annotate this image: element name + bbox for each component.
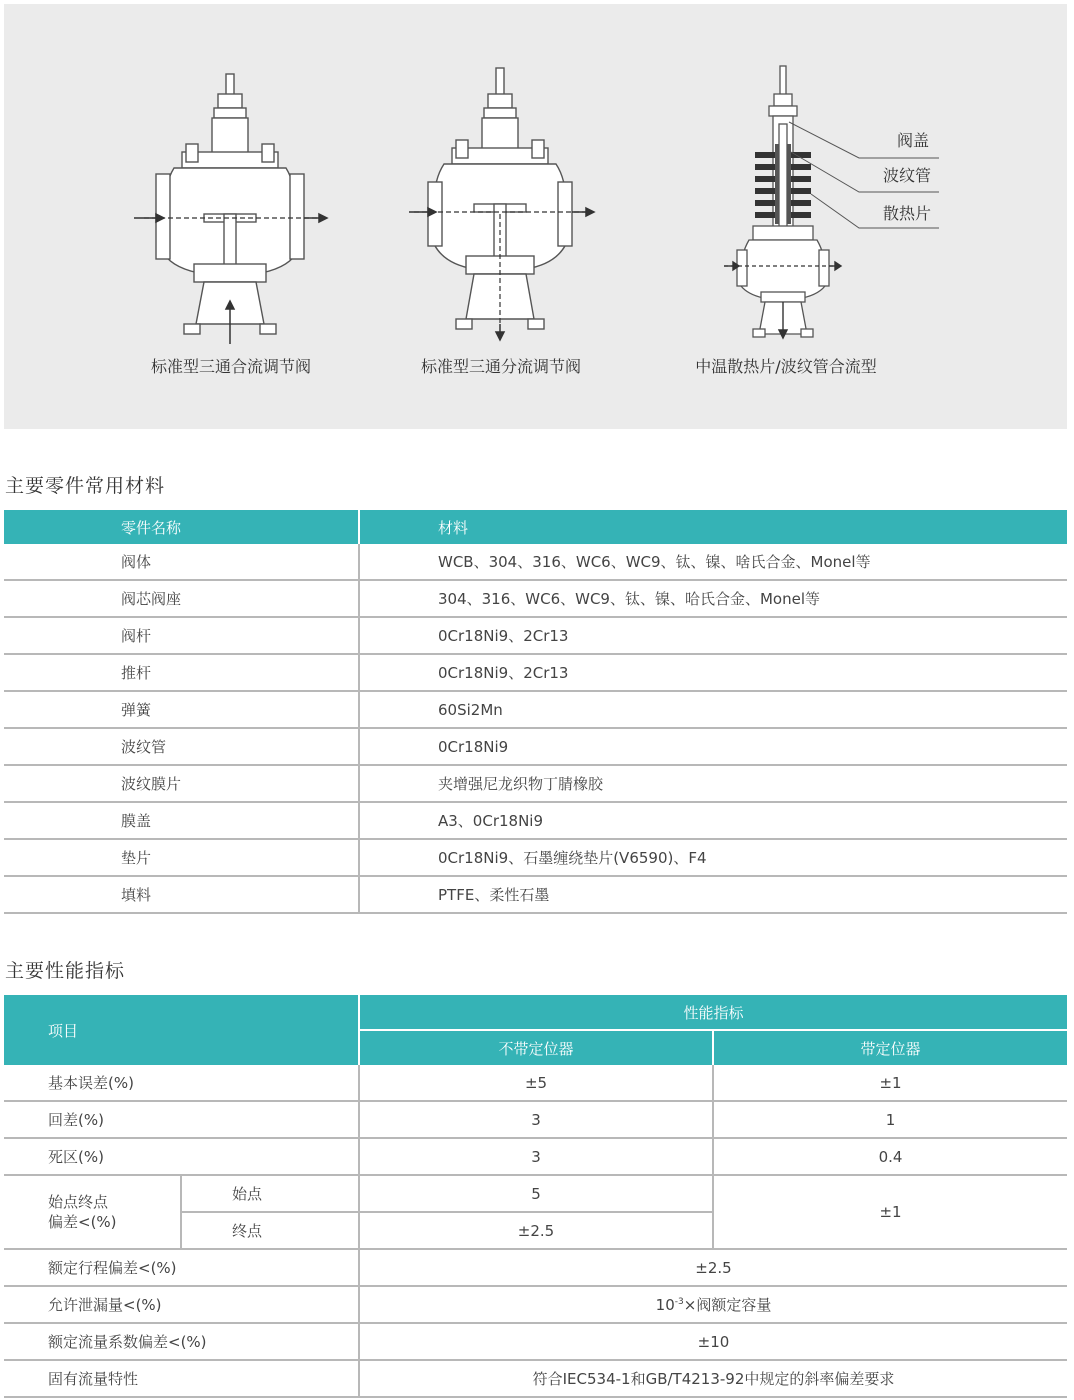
table-row: [4, 1360, 1067, 1397]
caption-merging: 标准型三通合流调节阀: [150, 357, 311, 376]
perf-header-row-1: [4, 995, 1067, 1030]
leakage-rest: ×阀额定容量: [683, 1296, 772, 1314]
row-value: ±2.5: [359, 1249, 1067, 1286]
header-performance: 性能指标: [359, 995, 1067, 1030]
table-row: [4, 1249, 1067, 1286]
table-row: [4, 1101, 1067, 1138]
table-row: [4, 765, 1067, 802]
endpoint-label: [4, 1175, 181, 1249]
callout-fins: 散热片: [883, 204, 932, 223]
table-row: [4, 839, 1067, 876]
endpoint-label-line2: 偏差<(%): [48, 1213, 117, 1231]
leakage-exponent: -3: [674, 1297, 684, 1307]
part-name: 填料: [4, 876, 359, 913]
material: 0Cr18Ni9、石墨缠绕垫片(V6590)、F4: [359, 839, 1067, 876]
table-row: [4, 1323, 1067, 1360]
value-with-positioner: 1: [713, 1101, 1067, 1138]
value-no-positioner: 3: [359, 1101, 713, 1138]
row-label: 回差(%): [4, 1101, 359, 1138]
performance-table: [4, 995, 1067, 1398]
part-name: 波纹管: [4, 728, 359, 765]
material: A3、0Cr18Ni9: [359, 802, 1067, 839]
part-name: 阀体: [4, 544, 359, 580]
header-with-positioner: 带定位器: [713, 1030, 1067, 1065]
table-row: [4, 1065, 1067, 1101]
part-name: 波纹膜片: [4, 765, 359, 802]
row-label: 基本误差(%): [4, 1065, 359, 1101]
caption-diverting: 标准型三通分流调节阀: [420, 357, 581, 376]
table-row: [4, 876, 1067, 913]
value-with-positioner: ±1: [713, 1065, 1067, 1101]
header-item: 项目: [4, 995, 359, 1065]
header-part-name: 零件名称: [4, 510, 359, 544]
materials-table: [4, 510, 1067, 914]
part-name: 膜盖: [4, 802, 359, 839]
row-label: 额定行程偏差<(%): [4, 1249, 359, 1286]
start-point-label: 始点: [181, 1175, 359, 1212]
material: 0Cr18Ni9: [359, 728, 1067, 765]
value-with-positioner: 0.4: [713, 1138, 1067, 1175]
row-label: 允许泄漏量<(%): [4, 1286, 359, 1323]
part-name: 阀芯阀座: [4, 580, 359, 617]
table-row: [4, 1286, 1067, 1323]
table-row: [4, 1175, 1067, 1212]
row-label: 死区(%): [4, 1138, 359, 1175]
endpoint-label-line1: 始点终点: [48, 1193, 109, 1211]
row-label: 额定流量系数偏差<(%): [4, 1323, 359, 1360]
header-material: 材料: [359, 510, 1067, 544]
end-point-value: ±2.5: [359, 1212, 713, 1249]
valve-diagram-diverting: [404, 64, 604, 344]
table-row: [4, 654, 1067, 691]
part-name: 推杆: [4, 654, 359, 691]
material: 0Cr18Ni9、2Cr13: [359, 617, 1067, 654]
caption-bellows: 中温散热片/波纹管合流型: [695, 357, 877, 376]
start-point-value: 5: [359, 1175, 713, 1212]
performance-title: 主要性能指标: [5, 960, 126, 982]
leakage-base: 10: [655, 1296, 675, 1314]
part-name: 垫片: [4, 839, 359, 876]
table-row: [4, 802, 1067, 839]
row-value: 符合IEC534-1和GB/T4213-92中规定的斜率偏差要求: [359, 1360, 1067, 1397]
table-row: [4, 617, 1067, 654]
materials-header-row: [4, 510, 1067, 544]
table-row: [4, 544, 1067, 580]
callout-bonnet: 阀盖: [897, 131, 930, 150]
valve-diagram-merging: [134, 64, 334, 344]
materials-title: 主要零件常用材料: [5, 475, 166, 497]
table-row: [4, 728, 1067, 765]
end-point-label: 终点: [181, 1212, 359, 1249]
row-label: 固有流量特性: [4, 1360, 359, 1397]
material: WCB、304、316、WC6、WC9、钛、镍、啥氏合金、Monel等: [359, 544, 1067, 580]
table-row: [4, 1138, 1067, 1175]
material: PTFE、柔性石墨: [359, 876, 1067, 913]
material: 夹增强尼龙织物丁腈橡胶: [359, 765, 1067, 802]
part-name: 弹簧: [4, 691, 359, 728]
header-no-positioner: 不带定位器: [359, 1030, 713, 1065]
row-value: [359, 1286, 1067, 1323]
material: 60Si2Mn: [359, 691, 1067, 728]
row-value: ±10: [359, 1323, 1067, 1360]
value-no-positioner: ±5: [359, 1065, 713, 1101]
callout-bellows: 波纹管: [883, 166, 932, 185]
material: 304、316、WC6、WC9、钛、镍、哈氏合金、Monel等: [359, 580, 1067, 617]
part-name: 阀杆: [4, 617, 359, 654]
material: 0Cr18Ni9、2Cr13: [359, 654, 1067, 691]
figure-panel: [4, 4, 1067, 429]
table-row: [4, 580, 1067, 617]
table-row: [4, 691, 1067, 728]
value-no-positioner: 3: [359, 1138, 713, 1175]
endpoint-with-positioner: ±1: [713, 1175, 1067, 1249]
